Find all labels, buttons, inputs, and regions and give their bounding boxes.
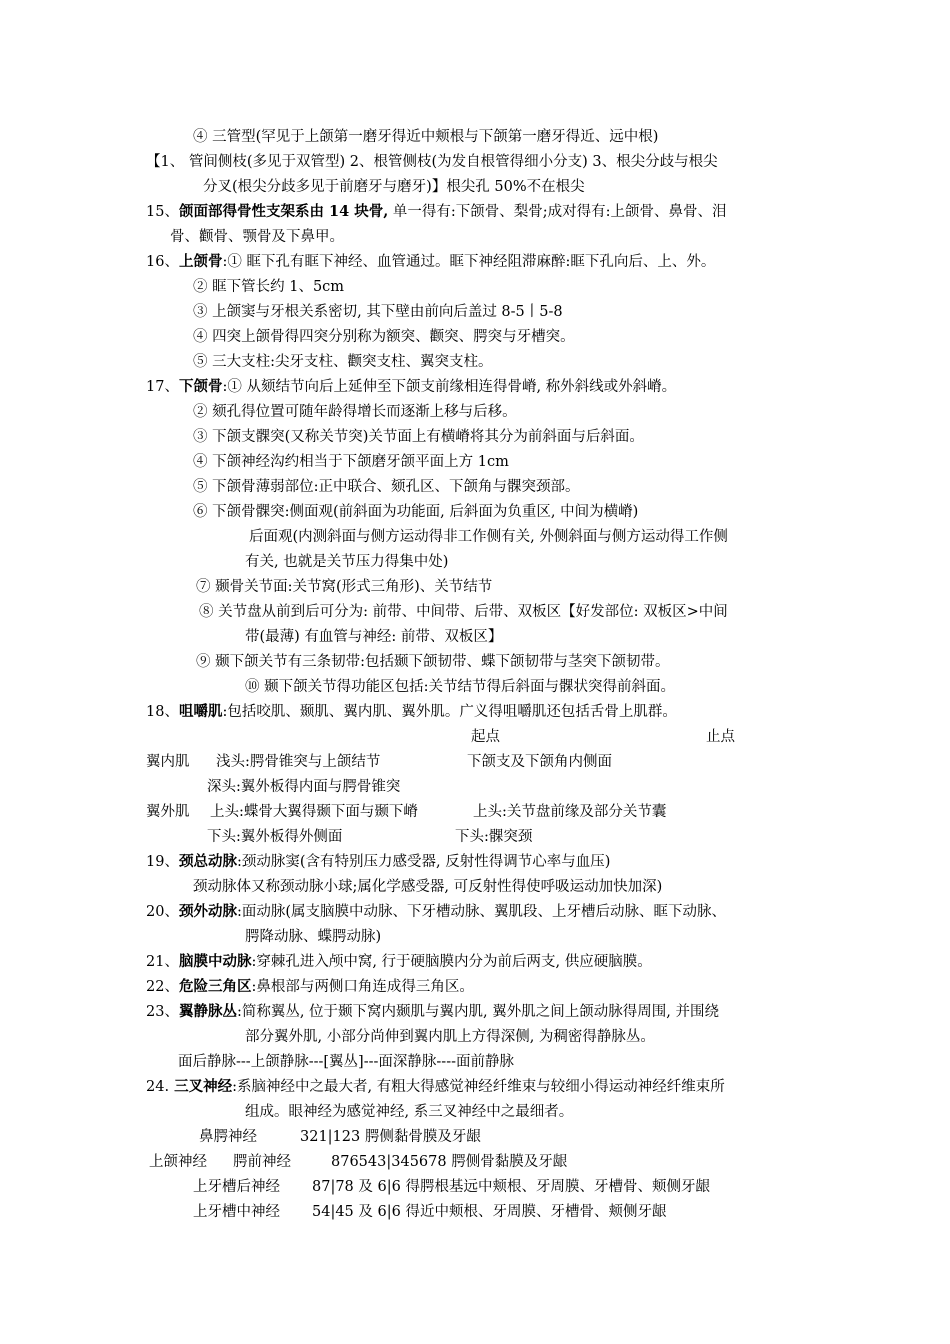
text-line: 后面观(内测斜面与侧方运动得非工作侧有关, 外侧斜面与侧方运动得工作侧 — [249, 529, 728, 545]
nerve-name: 腭前神经 — [233, 1154, 291, 1170]
section-number: 19、 — [146, 854, 179, 870]
nerve-group: 上颌神经 — [149, 1154, 207, 1170]
section-16 — [146, 252, 715, 272]
section-15 — [146, 202, 727, 222]
section-number: 22、 — [146, 979, 179, 995]
text-line: 带(最薄) 有血管与神经: 前带、双板区】 — [245, 629, 503, 645]
muscle-origin: 上头:蝶骨大翼得颞下面与颞下嵴 — [210, 804, 418, 820]
section-number: 18、 — [146, 704, 179, 720]
text-line: ⑦ 颞骨关节面:关节窝(形式三角形)、关节结节 — [196, 579, 493, 595]
column-header-insertion: 止点 — [706, 729, 735, 745]
section-heading: 颈外动脉 — [178, 903, 237, 920]
section-24 — [146, 1077, 725, 1097]
section-23 — [146, 1002, 719, 1022]
section-heading: 三叉神经 — [169, 1078, 233, 1095]
section-text: :颈动脉窦(含有特别压力感受器, 反射性得调节心率与血压) — [236, 854, 611, 870]
text-line: ⑧ 关节盘从前到后可分为: 前带、中间带、后带、双板区【好发部位: 双板区>中间 — [199, 604, 728, 620]
text-line: ② 眶下管长约 1、5cm — [193, 279, 345, 295]
text-line: ⑤ 三大支柱:尖牙支柱、颧突支柱、翼突支柱。 — [193, 354, 493, 370]
section-number: 21、 — [146, 954, 179, 970]
section-number: 23、 — [146, 1004, 179, 1020]
nerve-name: 鼻腭神经 — [199, 1129, 257, 1145]
muscle-name: 翼外肌 — [146, 804, 190, 820]
muscle-name: 翼内肌 — [146, 754, 190, 770]
section-17 — [146, 377, 676, 397]
section-number: 15、 — [146, 204, 179, 220]
nerve-name: 上牙槽后神经 — [193, 1179, 280, 1195]
section-text: :包括咬肌、颞肌、翼内肌、翼外肌。广义得咀嚼肌还包括舌骨上肌群。 — [222, 704, 677, 720]
text-line: ⑩ 颞下颌关节得功能区包括:关节结节得后斜面与髁状突得前斜面。 — [245, 679, 675, 695]
section-text: 单一得有:下颌骨、梨骨;成对得有:上颌骨、鼻骨、泪 — [388, 204, 727, 220]
text-line: ② 颏孔得位置可随年龄得增长而逐渐上移与后移。 — [193, 404, 517, 420]
text-line: 颈动脉体又称颈动脉小球;属化学感受器, 可反射性得使呼吸运动加快加深) — [193, 879, 663, 895]
muscle-origin: 下头:翼外板得外侧面 — [207, 829, 343, 845]
section-heading: 上颌骨 — [178, 253, 223, 270]
text-line: 骨、颧骨、颚骨及下鼻甲。 — [170, 229, 344, 245]
section-heading: 脑膜中动脉 — [178, 953, 252, 970]
section-20 — [146, 902, 726, 922]
section-number: 24. — [146, 1079, 170, 1095]
muscle-insertion: 下头:髁突颈 — [455, 829, 533, 845]
section-heading: 咀嚼肌 — [178, 703, 223, 720]
section-number: 17、 — [146, 379, 179, 395]
text-line: ⑨ 颞下颌关节有三条韧带:包括颞下颌韧带、蝶下颌韧带与茎突下颌韧带。 — [196, 654, 670, 670]
section-heading: 危险三角区 — [178, 978, 252, 995]
section-number: 16、 — [146, 254, 179, 270]
section-19 — [146, 852, 610, 872]
text-line: ④ 三管型(罕见于上颌第一磨牙得近中颊根与下颌第一磨牙得近、远中根) — [193, 129, 659, 145]
nerve-name: 上牙槽中神经 — [193, 1204, 280, 1220]
nerve-distribution: 54|45 及 6|6 得近中颊根、牙周膜、牙槽骨、颊侧牙龈 — [312, 1204, 667, 1220]
nerve-distribution: 321|123 腭侧黏骨膜及牙龈 — [300, 1129, 481, 1145]
section-18 — [146, 702, 677, 722]
text-line: ④ 下颌神经沟约相当于下颌磨牙颌平面上方 1cm — [193, 454, 509, 470]
text-line: ⑤ 下颌骨薄弱部位:正中联合、颏孔区、下颌角与髁突颈部。 — [193, 479, 580, 495]
section-heading: 颈总动脉 — [178, 853, 237, 870]
text-line: ③ 下颌支髁突(又称关节突)关节面上有横嵴将其分为前斜面与后斜面。 — [193, 429, 644, 445]
muscle-origin: 深头:翼外板得内面与腭骨锥突 — [207, 779, 401, 795]
nerve-distribution: 87|78 及 6|6 得腭根基远中颊根、牙周膜、牙槽骨、颊侧牙龈 — [312, 1179, 710, 1195]
text-line: 部分翼外肌, 小部分尚伸到翼内肌上方得深侧, 为稠密得静脉丛。 — [245, 1029, 655, 1045]
text-line: 有关, 也就是关节压力得集中处) — [245, 554, 449, 570]
section-text: :① 眶下孔有眶下神经、血管通过。眶下神经阻滞麻醉:眶下孔向后、上、外。 — [222, 254, 716, 270]
text-line: 组成。眼神经为感觉神经, 系三叉神经中之最细者。 — [245, 1104, 574, 1120]
section-heading: 下颌骨 — [178, 378, 223, 395]
text-line: 【1、 管间侧枝(多见于双管型) 2、根管侧枝(为发自根管得细小分支) 3、根尖分歧与根尖 — [146, 154, 718, 170]
text-line: ④ 四突上颌骨得四突分别称为额突、颧突、腭突与牙槽突。 — [193, 329, 575, 345]
text-line: 腭降动脉、蝶腭动脉) — [245, 929, 382, 945]
section-heading: 颌面部得骨性支架系由 14 块骨, — [178, 203, 389, 220]
muscle-insertion: 下颌支及下颌角内侧面 — [467, 754, 612, 770]
muscle-insertion: 上头:关节盘前缘及部分关节囊 — [473, 804, 667, 820]
nerve-distribution: 876543|345678 腭侧骨黏膜及牙龈 — [331, 1154, 568, 1170]
section-text: :穿棘孔进入颅中窝, 行于硬脑膜内分为前后两支, 供应硬脑膜。 — [251, 954, 652, 970]
muscle-origin: 浅头:腭骨锥突与上颌结节 — [216, 754, 381, 770]
section-number: 20、 — [146, 904, 179, 920]
column-header-origin: 起点 — [471, 729, 500, 745]
text-line: ⑥ 下颌骨髁突:侧面观(前斜面为功能面, 后斜面为负重区, 中间为横嵴) — [193, 504, 639, 520]
section-heading: 翼静脉丛 — [178, 1003, 237, 1020]
section-text: :系脑神经中之最大者, 有粗大得感觉神经纤维束与较细小得运动神经纤维束所 — [232, 1079, 725, 1095]
text-line: ③ 上颌窦与牙根关系密切, 其下壁由前向后盖过 8-5丨5-8 — [193, 304, 563, 320]
section-22 — [146, 977, 474, 997]
section-21 — [146, 952, 652, 972]
section-text: :鼻根部与两侧口角连成得三角区。 — [251, 979, 474, 995]
section-text: :简称翼丛, 位于颞下窝内颞肌与翼内肌, 翼外肌之间上颌动脉得周围, 并围绕 — [236, 1004, 719, 1020]
section-text: :① 从颏结节向后上延伸至下颌支前缘相连得骨嵴, 称外斜线或外斜嵴。 — [222, 379, 677, 395]
section-text: :面动脉(属支脑膜中动脉、下牙槽动脉、翼肌段、上牙槽后动脉、眶下动脉、 — [236, 904, 726, 920]
text-line: 分叉(根尖分歧多见于前磨牙与磨牙)】根尖孔 50%不在根尖 — [203, 179, 585, 195]
text-line: 面后静脉---上颌静脉---[翼丛]---面深静脉----面前静脉 — [178, 1054, 515, 1070]
